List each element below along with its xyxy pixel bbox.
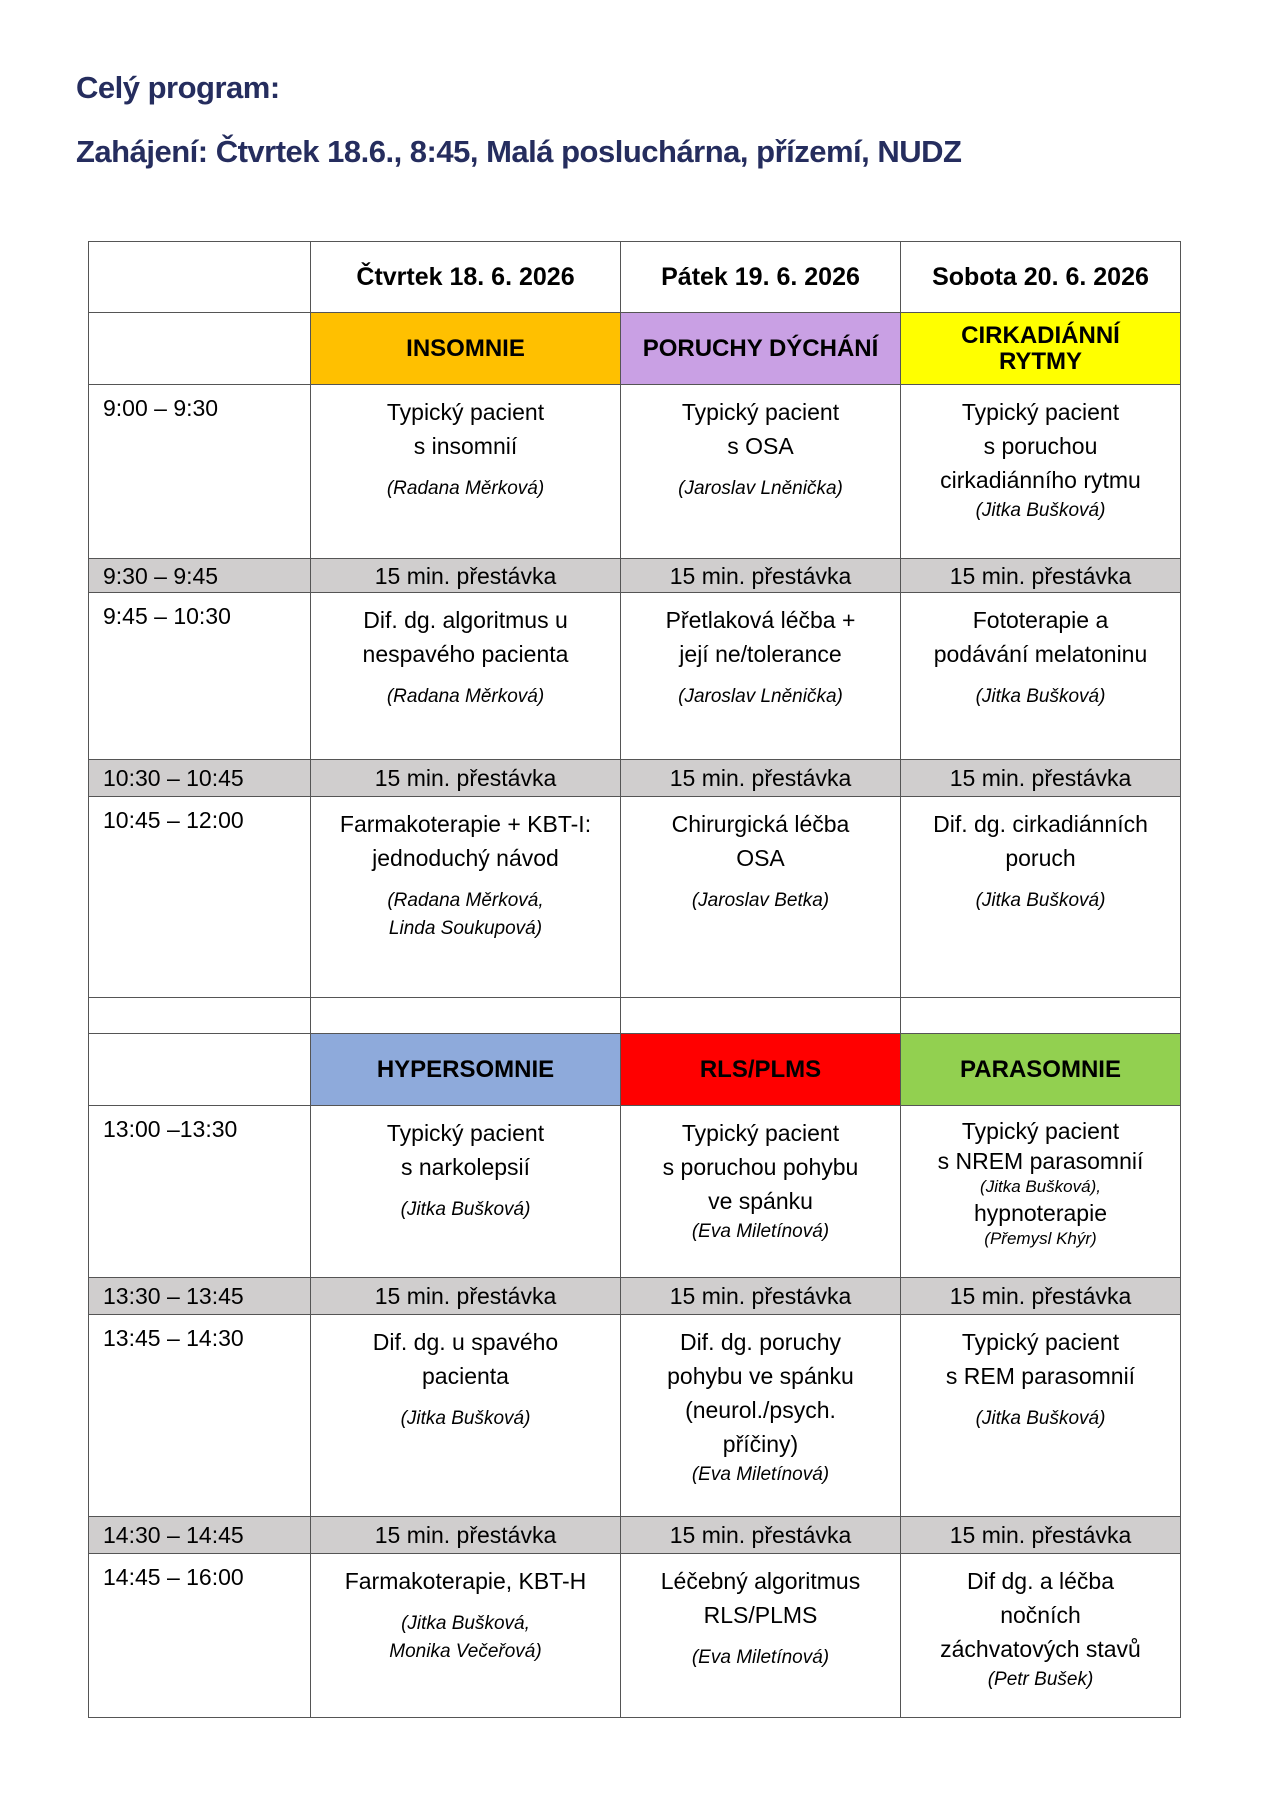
brk-row — [89, 559, 1181, 593]
session-title: s NREM parasomnií — [937, 1148, 1144, 1174]
session-title: Dif. dg. cirkadiánních — [933, 811, 1148, 837]
topic-header: INSOMNIE — [311, 313, 621, 385]
speaker-name: (Jaroslav Lněnička) — [678, 478, 843, 499]
speaker-name: (Jitka Bušková) — [975, 686, 1106, 707]
speaker-name: (Přemysl Khýr) — [984, 1229, 1097, 1248]
break-time: 9:30 – 9:45 — [89, 559, 311, 593]
session-title: Dif. dg. algoritmus u — [363, 607, 568, 633]
break-cell: 15 min. přestávka — [621, 1278, 901, 1315]
day-header: Čtvrtek 18. 6. 2026 — [311, 242, 621, 313]
session-title: Typický pacient — [386, 1120, 545, 1146]
topic-header: RLS/PLMS — [621, 1034, 901, 1106]
slot-row — [89, 385, 1181, 559]
empty-cell — [311, 998, 621, 1034]
slot-time: 9:45 – 10:30 — [89, 593, 311, 760]
session-title: Dif dg. a léčba — [966, 1568, 1115, 1594]
brk-row — [89, 1278, 1181, 1315]
slot-time: 14:45 – 16:00 — [89, 1554, 311, 1718]
session-title: s REM parasomnií — [945, 1363, 1136, 1389]
break-time: 14:30 – 14:45 — [89, 1517, 311, 1554]
session-title: pacienta — [422, 1363, 509, 1389]
session-cell — [901, 797, 1181, 998]
session-cell — [621, 1106, 901, 1278]
speaker-name: (Jitka Bušková) — [975, 890, 1106, 911]
empty-cell — [89, 1034, 311, 1106]
session-title: příčiny) — [722, 1431, 799, 1457]
program-table — [88, 241, 1181, 1718]
session-cell — [901, 1315, 1181, 1517]
topic-row — [89, 313, 1181, 385]
speaker-name: (Jitka Bušková) — [400, 1408, 531, 1429]
session-title: Typický pacient — [961, 399, 1120, 425]
break-cell: 15 min. přestávka — [311, 1517, 621, 1554]
day-header: Pátek 19. 6. 2026 — [621, 242, 901, 313]
session-cell — [311, 385, 621, 559]
topic-header: PARASOMNIE — [901, 1034, 1181, 1106]
session-title: OSA — [736, 845, 785, 871]
slot-time: 13:00 –13:30 — [89, 1106, 311, 1278]
speaker-name: (Eva Miletínová) — [691, 1464, 830, 1485]
slot-time: 10:45 – 12:00 — [89, 797, 311, 998]
break-cell: 15 min. přestávka — [621, 760, 901, 797]
break-cell: 15 min. přestávka — [311, 760, 621, 797]
session-cell — [311, 1554, 621, 1718]
session-title: Dif. dg. u spavého — [372, 1329, 559, 1355]
session-title: Typický pacient — [681, 399, 840, 425]
day-row — [89, 242, 1181, 313]
session-title: cirkadiánního rytmu — [940, 467, 1141, 493]
session-title: RLS/PLMS — [703, 1602, 818, 1628]
empty-cell — [901, 998, 1181, 1034]
session-cell — [901, 593, 1181, 760]
session-cell — [901, 1106, 1181, 1278]
session-title: s OSA — [727, 433, 794, 459]
session-cell — [621, 797, 901, 998]
break-time: 10:30 – 10:45 — [89, 760, 311, 797]
slot-row — [89, 1554, 1181, 1718]
session-title: s poruchou — [983, 433, 1098, 459]
empty-cell — [89, 242, 311, 313]
topic-header: CIRKADIÁNNÍ RYTMY — [901, 313, 1181, 385]
slot-row — [89, 593, 1181, 760]
speaker-name: (Jitka Bušková, — [401, 1613, 530, 1634]
brk-row — [89, 760, 1181, 797]
empty-cell — [621, 998, 901, 1034]
slot-row — [89, 1106, 1181, 1278]
session-title: Typický pacient — [386, 399, 545, 425]
session-cell — [311, 797, 621, 998]
speaker-name: (Eva Miletínová) — [691, 1647, 830, 1668]
session-title: Farmakoterapie + KBT-I: — [339, 811, 592, 837]
session-cell — [311, 1315, 621, 1517]
session-title: Dif. dg. poruchy — [679, 1329, 842, 1355]
session-title: s insomnií — [413, 433, 518, 459]
session-title: Farmakoterapie, KBT-H — [344, 1568, 587, 1594]
session-cell — [901, 1554, 1181, 1718]
session-title: Léčebný algoritmus — [660, 1568, 861, 1594]
speaker-name: (Radana Měrková) — [386, 478, 545, 499]
slot-row — [89, 797, 1181, 998]
break-cell: 15 min. přestávka — [621, 1517, 901, 1554]
slot-time: 9:00 – 9:30 — [89, 385, 311, 559]
break-cell: 15 min. přestávka — [901, 1278, 1181, 1315]
session-title: poruch — [1005, 845, 1076, 871]
session-cell — [901, 385, 1181, 559]
day-header: Sobota 20. 6. 2026 — [901, 242, 1181, 313]
session-cell — [311, 1106, 621, 1278]
speaker-name: Monika Večeřová) — [389, 1641, 542, 1662]
session-title: jednoduchý návod — [372, 845, 559, 871]
topic-header: PORUCHY DÝCHÁNÍ — [621, 313, 901, 385]
session-title: pohybu ve spánku — [667, 1363, 854, 1389]
session-title: s poruchou pohybu — [662, 1154, 859, 1180]
session-title: s narkolepsií — [400, 1154, 531, 1180]
slot-row — [89, 1315, 1181, 1517]
break-cell: 15 min. přestávka — [311, 1278, 621, 1315]
speaker-name: Linda Soukupová) — [388, 918, 543, 939]
opening-info: Zahájení: Čtvrtek 18.6., 8:45, Malá posluchárna, přízemí, NUDZ — [76, 134, 962, 169]
break-cell: 15 min. přestávka — [901, 1517, 1181, 1554]
break-cell: 15 min. přestávka — [901, 760, 1181, 797]
session-title: její ne/tolerance — [679, 641, 842, 667]
empty-cell — [89, 998, 311, 1034]
session-cell — [311, 593, 621, 760]
topic-header: HYPERSOMNIE — [311, 1034, 621, 1106]
speaker-name: (Jitka Bušková) — [975, 500, 1106, 521]
session-title: Přetlaková léčba + — [665, 607, 856, 633]
session-title: Typický pacient — [961, 1329, 1120, 1355]
spacer-row — [89, 998, 1181, 1034]
speaker-name: (Jitka Bušková), — [980, 1177, 1101, 1196]
session-cell — [621, 1554, 901, 1718]
session-title: (neurol./psych. — [685, 1397, 836, 1423]
topic-row — [89, 1034, 1181, 1106]
slot-time: 13:45 – 14:30 — [89, 1315, 311, 1517]
session-title: nočních — [1000, 1602, 1081, 1628]
speaker-name: (Radana Měrková, — [387, 890, 544, 911]
session-title: Typický pacient — [961, 1118, 1120, 1144]
speaker-name: (Petr Bušek) — [987, 1669, 1094, 1690]
session-title: hypnoterapie — [974, 1200, 1107, 1226]
speaker-name: (Jitka Bušková) — [975, 1408, 1106, 1429]
speaker-name: (Jitka Bušková) — [400, 1199, 531, 1220]
break-time: 13:30 – 13:45 — [89, 1278, 311, 1315]
session-title: nespavého pacienta — [362, 641, 569, 667]
speaker-name: (Radana Měrková) — [386, 686, 545, 707]
break-cell: 15 min. přestávka — [621, 559, 901, 593]
speaker-name: (Jaroslav Betka) — [691, 890, 830, 911]
empty-cell — [89, 313, 311, 385]
session-title: podávání melatoninu — [933, 641, 1148, 667]
break-cell: 15 min. přestávka — [311, 559, 621, 593]
session-title: ve spánku — [708, 1188, 813, 1214]
page-title: Celý program: — [76, 70, 280, 105]
session-title: Fototerapie a — [972, 607, 1109, 633]
speaker-name: (Jaroslav Lněnička) — [678, 686, 843, 707]
speaker-name: (Eva Miletínová) — [691, 1221, 830, 1242]
session-title: záchvatových stavů — [940, 1636, 1141, 1662]
session-cell — [621, 1315, 901, 1517]
session-title: Typický pacient — [681, 1120, 840, 1146]
session-cell — [621, 593, 901, 760]
brk-row — [89, 1517, 1181, 1554]
session-cell — [621, 385, 901, 559]
break-cell: 15 min. přestávka — [901, 559, 1181, 593]
session-title: Chirurgická léčba — [671, 811, 850, 837]
